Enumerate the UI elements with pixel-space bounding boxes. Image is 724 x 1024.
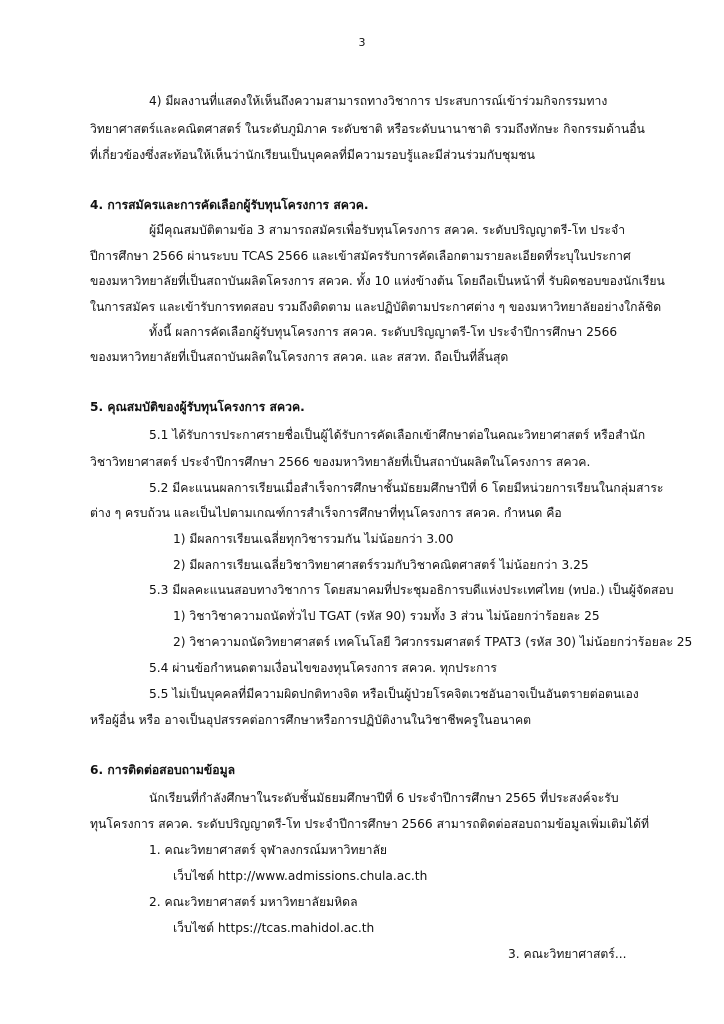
section-4-para-1-line-4: ในการสมัคร และเข้ารับการทดสอบ รวมถึงติดตาม และปฏิบัติตามประกาศต่าง ๆ ของมหาวิทยาลัยอย่างใกล้ชิด — [90, 300, 662, 314]
page-number: 3 — [358, 36, 366, 49]
section-4-para-2-line-2: ของมหาวิทยาลัยที่เป็นสถาบันผลิตในโครงการ สควค. และ สสวท. ถือเป็นที่สิ้นสุด — [90, 350, 509, 364]
section-6-para-line-1: นักเรียนที่กำลังศึกษาในระดับชั้นมัธยมศึกษาปีที่ 6 ประจำปีการศึกษา 2565 ที่ประสงค์จะรับ — [149, 791, 619, 805]
criteria-4-line-1: 4) มีผลงานที่แสดงให้เห็นถึงความสามารถทางวิชาการ ประสบการณ์เข้าร่วมกิจกรรมทาง — [149, 94, 608, 108]
contact-2-name: 2. คณะวิทยาศาสตร์ มหาวิทยาลัยมหิดล — [149, 895, 358, 909]
section-6-heading: 6. การติดต่อสอบถามข้อมูล — [90, 763, 236, 777]
section-4-heading: 4. การสมัครและการคัดเลือกผู้รับทุนโครงการ สควค. — [90, 198, 369, 212]
item-5-2-line-1: 5.2 มีคะแนนผลการเรียนเมื่อสำเร็จการศึกษาชั้นมัธยมศึกษาปีที่ 6 โดยมีหน่วยการเรียนในกลุ่มสาระ — [149, 481, 664, 495]
item-5-2-line-2: ต่าง ๆ ครบถ้วน และเป็นไปตามเกณฑ์การสำเร็จการศึกษาที่ทุนโครงการ สควค. กำหนด คือ — [90, 506, 562, 520]
section-4-para-1-line-3: ของมหาวิทยาลัยที่เป็นสถาบันผลิตโครงการ สควค. ทั้ง 10 แห่งข้างต้น โดยถือเป็นหน้าที่ รับผิดชอบของนักเรียน — [90, 274, 665, 288]
item-5-3-sub-1: 1) วิชาวิชาความถนัดทั่วไป TGAT (รหัส 90) รวมทั้ง 3 ส่วน ไม่น้อยกว่าร้อยละ 25 — [173, 609, 600, 623]
item-5-5-line-1: 5.5 ไม่เป็นบุคคลที่มีความผิดปกติทางจิต หรือเป็นผู้ป่วยโรคจิตเวชอันอาจเป็นอันตรายต่อตนเอง — [149, 687, 639, 701]
criteria-4-line-2: วิทยาศาสตร์และคณิตศาสตร์ ในระดับภูมิภาค ระดับชาติ หรือระดับนานาชาติ รวมถึงทักษะ กิจกรรมด้านอื่น — [90, 122, 645, 136]
section-4-para-1-line-1: ผู้มีคุณสมบัติตามข้อ 3 สามารถสมัครเพื่อรับทุนโครงการ สควค. ระดับปริญญาตรี-โท ประจำ — [149, 223, 626, 237]
item-5-3: 5.3 มีผลคะแนนสอบทางวิชาการ โดยสมาคมที่ประชุมอธิการบดีแห่งประเทศไทย (ทปอ.) เป็นผู้จัดสอบ — [149, 583, 674, 597]
item-5-3-sub-2: 2) วิชาความถนัดวิทยาศาสตร์ เทคโนโลยี วิศวกรรมศาสตร์ TPAT3 (รหัส 30) ไม่น้อยกว่าร้อยละ 25 — [173, 635, 693, 649]
section-4-para-1-line-2: ปีการศึกษา 2566 ผ่านระบบ TCAS 2566 และเข้าสมัครรับการคัดเลือกตามรายละเอียดที่ระบุในประกาศ — [90, 249, 631, 263]
contact-1-website-link[interactable]: เว็บไซต์ http://www.admissions.chula.ac.th — [173, 869, 428, 883]
section-4-para-2-line-1: ทั้งนี้ ผลการคัดเลือกผู้รับทุนโครงการ สควค. ระดับปริญญาตรี-โท ประจำปีการศึกษา 2566 — [149, 325, 618, 339]
item-5-2-sub-2: 2) มีผลการเรียนเฉลี่ยวิชาวิทยาศาสตร์รวมกับวิชาคณิตศาสตร์ ไม่น้อยกว่า 3.25 — [173, 558, 589, 572]
item-5-1-line-1: 5.1 ได้รับการประกาศรายชื่อเป็นผู้ได้รับการคัดเลือกเข้าศึกษาต่อในคณะวิทยาศาสตร์ หรือสำนัก — [149, 428, 646, 442]
criteria-4-line-3: ที่เกี่ยวข้องซึ่งสะท้อนให้เห็นว่านักเรียนเป็นบุคคลที่มีความรอบรู้และมีส่วนร่วมกับชุมชน — [90, 148, 535, 162]
section-5-heading: 5. คุณสมบัติของผู้รับทุนโครงการ สควค. — [90, 400, 305, 414]
contact-2-website-link[interactable]: เว็บไซต์ https://tcas.mahidol.ac.th — [173, 921, 375, 935]
item-5-5-line-2: หรือผู้อื่น หรือ อาจเป็นอุปสรรคต่อการศึกษาหรือการปฏิบัติงานในวิชาชีพครูในอนาคต — [90, 713, 532, 727]
contact-1-name: 1. คณะวิทยาศาสตร์ จุฬาลงกรณ์มหาวิทยาลัย — [149, 843, 388, 857]
item-5-2-sub-1: 1) มีผลการเรียนเฉลี่ยทุกวิชารวมกัน ไม่น้อยกว่า 3.00 — [173, 532, 454, 546]
item-5-4: 5.4 ผ่านข้อกำหนดตามเงื่อนไขของทุนโครงการ สควค. ทุกประการ — [149, 661, 497, 675]
item-5-1-line-2: วิชาวิทยาศาสตร์ ประจำปีการศึกษา 2566 ของมหาวิทยาลัยที่เป็นสถาบันผลิตในโครงการ สควค. — [90, 455, 591, 469]
section-6-para-line-2: ทุนโครงการ สควค. ระดับปริญญาตรี-โท ประจำปีการศึกษา 2566 สามารถติดต่อสอบถามข้อมูลเพิ่มเติมได้ที่ — [90, 817, 650, 831]
continuation-note: 3. คณะวิทยาศาสตร์... — [508, 947, 627, 961]
